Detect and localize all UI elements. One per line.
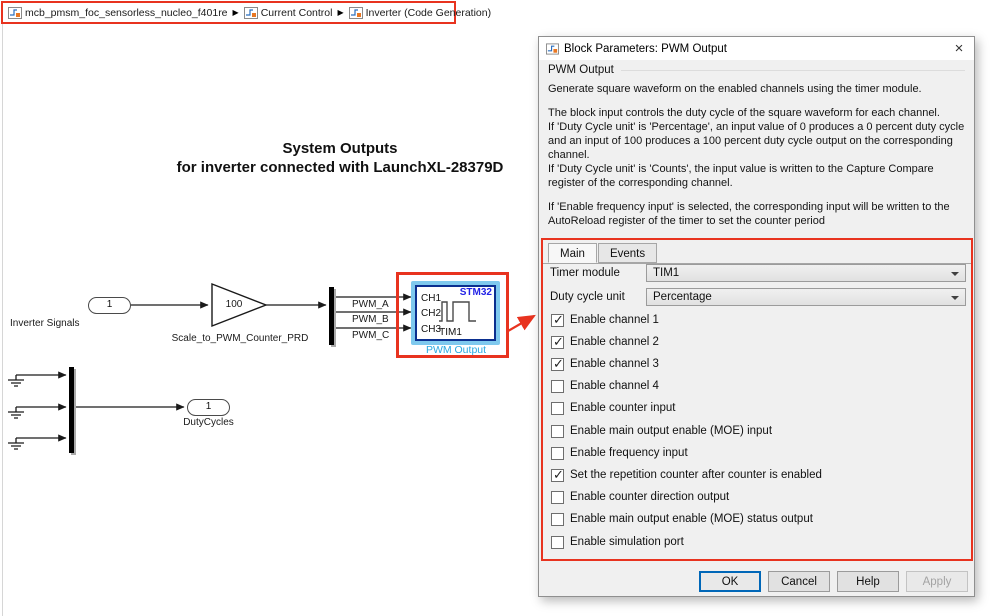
port-ch3: CH3 — [421, 324, 442, 335]
signal-label-pwm-a: PWM_A — [352, 299, 389, 310]
port-ch1: CH1 — [421, 293, 442, 304]
duty-cycle-unit-label: Duty cycle unit — [550, 291, 625, 303]
checkbox[interactable] — [551, 425, 564, 438]
checkbox-label: Enable main output enable (MOE) input — [570, 425, 773, 437]
checkbox[interactable] — [551, 336, 564, 349]
checkbox-label: Enable main output enable (MOE) status output — [570, 513, 813, 525]
checkbox-row — [551, 424, 772, 438]
breadcrumb-label: Current Control — [260, 6, 333, 19]
checkbox[interactable] — [551, 402, 564, 415]
mux-bar[interactable] — [329, 287, 336, 347]
checkbox-row — [551, 446, 688, 460]
tab-main[interactable]: Main — [548, 243, 597, 263]
dialog-titlebar[interactable] — [539, 37, 974, 60]
description-paragraph: If 'Enable frequency input' is selected, the corresponding input will be written to the AutoReload register of the timer to set the counter period — [548, 201, 950, 227]
timer-module-value: TIM1 — [653, 267, 680, 279]
checkbox-row — [551, 357, 659, 371]
breadcrumb-item-model[interactable] — [8, 7, 228, 19]
checkbox-label: Enable channel 3 — [570, 358, 659, 370]
title-line-2: for inverter connected with LaunchXL-28379D — [176, 159, 504, 176]
description-paragraph: If 'Duty Cycle unit' is 'Counts', the input value is written to the Capture Compare register of the corresponding channel. — [548, 163, 934, 189]
dialog-icon — [546, 43, 559, 55]
signal-wire[interactable] — [16, 375, 184, 438]
group-title: PWM Output — [548, 64, 965, 76]
ok-button[interactable]: OK — [699, 571, 761, 592]
subsystem-icon — [8, 7, 22, 19]
dialog-button-row — [699, 571, 968, 592]
checkbox-row — [551, 379, 659, 393]
breadcrumb-item-current-control[interactable] — [244, 7, 333, 19]
subsystem-icon — [349, 7, 363, 19]
apply-button: Apply — [906, 571, 968, 592]
tab-bar — [548, 243, 658, 263]
checkbox-label: Enable channel 4 — [570, 380, 659, 392]
signal-label-pwm-b: PWM_B — [352, 314, 389, 325]
description-paragraph: If 'Duty Cycle unit' is 'Percentage', an input value of 0 produces a 0 percent duty cycle and an input of 100 produces a 100 percent duty cycle output on the corresponding channel. — [548, 121, 965, 161]
breadcrumb-item-inverter[interactable] — [349, 7, 491, 19]
model-annotation-title — [145, 139, 535, 177]
timer-module-dropdown[interactable] — [646, 264, 966, 282]
duty-cycle-unit-value: Percentage — [653, 291, 712, 303]
checkbox[interactable] — [551, 447, 564, 460]
checkbox[interactable] — [551, 314, 564, 327]
breadcrumb-separator-icon: ▶ — [337, 8, 344, 17]
checkbox-label: Enable channel 2 — [570, 336, 659, 348]
block-description — [548, 82, 969, 235]
checkbox-label: Enable counter input — [570, 402, 676, 414]
inport-block[interactable] — [88, 297, 131, 314]
checkbox[interactable] — [551, 536, 564, 549]
subsystem-icon — [244, 7, 258, 19]
stm32-badge: STM32 — [459, 287, 492, 298]
breadcrumb-label: Inverter (Code Generation) — [365, 6, 492, 19]
checkbox-label: Enable simulation port — [570, 536, 684, 548]
annotation-arrow — [508, 316, 534, 331]
breadcrumb-separator-icon: ▶ — [232, 8, 239, 17]
checkbox[interactable] — [551, 380, 564, 393]
gain-label: Scale_to_PWM_Counter_PRD — [171, 333, 309, 344]
breadcrumb — [1, 1, 492, 24]
checkbox-row — [551, 401, 676, 415]
outport-number: 1 — [205, 401, 212, 412]
checkbox-row — [551, 335, 659, 349]
pwm-block-name: PWM Output — [425, 344, 487, 356]
outport-label: DutyCycles — [183, 417, 234, 428]
checkbox-row — [551, 313, 659, 327]
signal-label-pwm-c: PWM_C — [352, 330, 390, 341]
title-line-1: System Outputs — [282, 140, 398, 157]
timer-module-label: Timer module — [550, 267, 620, 279]
annotation-box-pwm-block — [396, 272, 509, 358]
checkbox[interactable] — [551, 491, 564, 504]
inport-label: Inverter Signals — [10, 318, 80, 329]
checkbox-row — [551, 490, 729, 504]
checkbox-row — [551, 468, 822, 482]
checkbox-label: Set the repetition counter after counter is enabled — [570, 469, 822, 481]
inport-number: 1 — [106, 299, 113, 310]
cancel-button[interactable]: Cancel — [768, 571, 830, 592]
checkbox[interactable] — [551, 469, 564, 482]
checkbox-row — [551, 512, 813, 526]
duty-cycle-unit-dropdown[interactable] — [646, 288, 966, 306]
timer-label: TIM1 — [439, 327, 462, 338]
outport-block[interactable] — [187, 399, 230, 416]
breadcrumb-label: mcb_pmsm_foc_sensorless_nucleo_f401re — [25, 6, 228, 19]
dialog-title: Block Parameters: PWM Output — [564, 42, 727, 55]
port-ch2: CH2 — [421, 308, 442, 319]
checkbox-row — [551, 535, 684, 549]
tab-events[interactable]: Events — [598, 243, 657, 263]
description-paragraph: Generate square waveform on the enabled channels using the timer module. — [548, 83, 922, 95]
checkbox-label: Enable counter direction output — [570, 491, 730, 503]
checkbox-label: Enable channel 1 — [570, 314, 659, 326]
annotation-box-parameters — [541, 238, 973, 561]
close-icon[interactable]: × — [954, 40, 964, 57]
checkbox-label: Enable frequency input — [570, 447, 688, 459]
gain-value: 100 — [225, 299, 243, 310]
help-button[interactable]: Help — [837, 571, 899, 592]
description-paragraph: The block input controls the duty cycle of the square waveform for each channel. — [548, 107, 940, 119]
checkbox[interactable] — [551, 358, 564, 371]
block-parameters-dialog — [538, 36, 975, 597]
mux-bar[interactable] — [69, 367, 76, 455]
checkbox[interactable] — [551, 513, 564, 526]
